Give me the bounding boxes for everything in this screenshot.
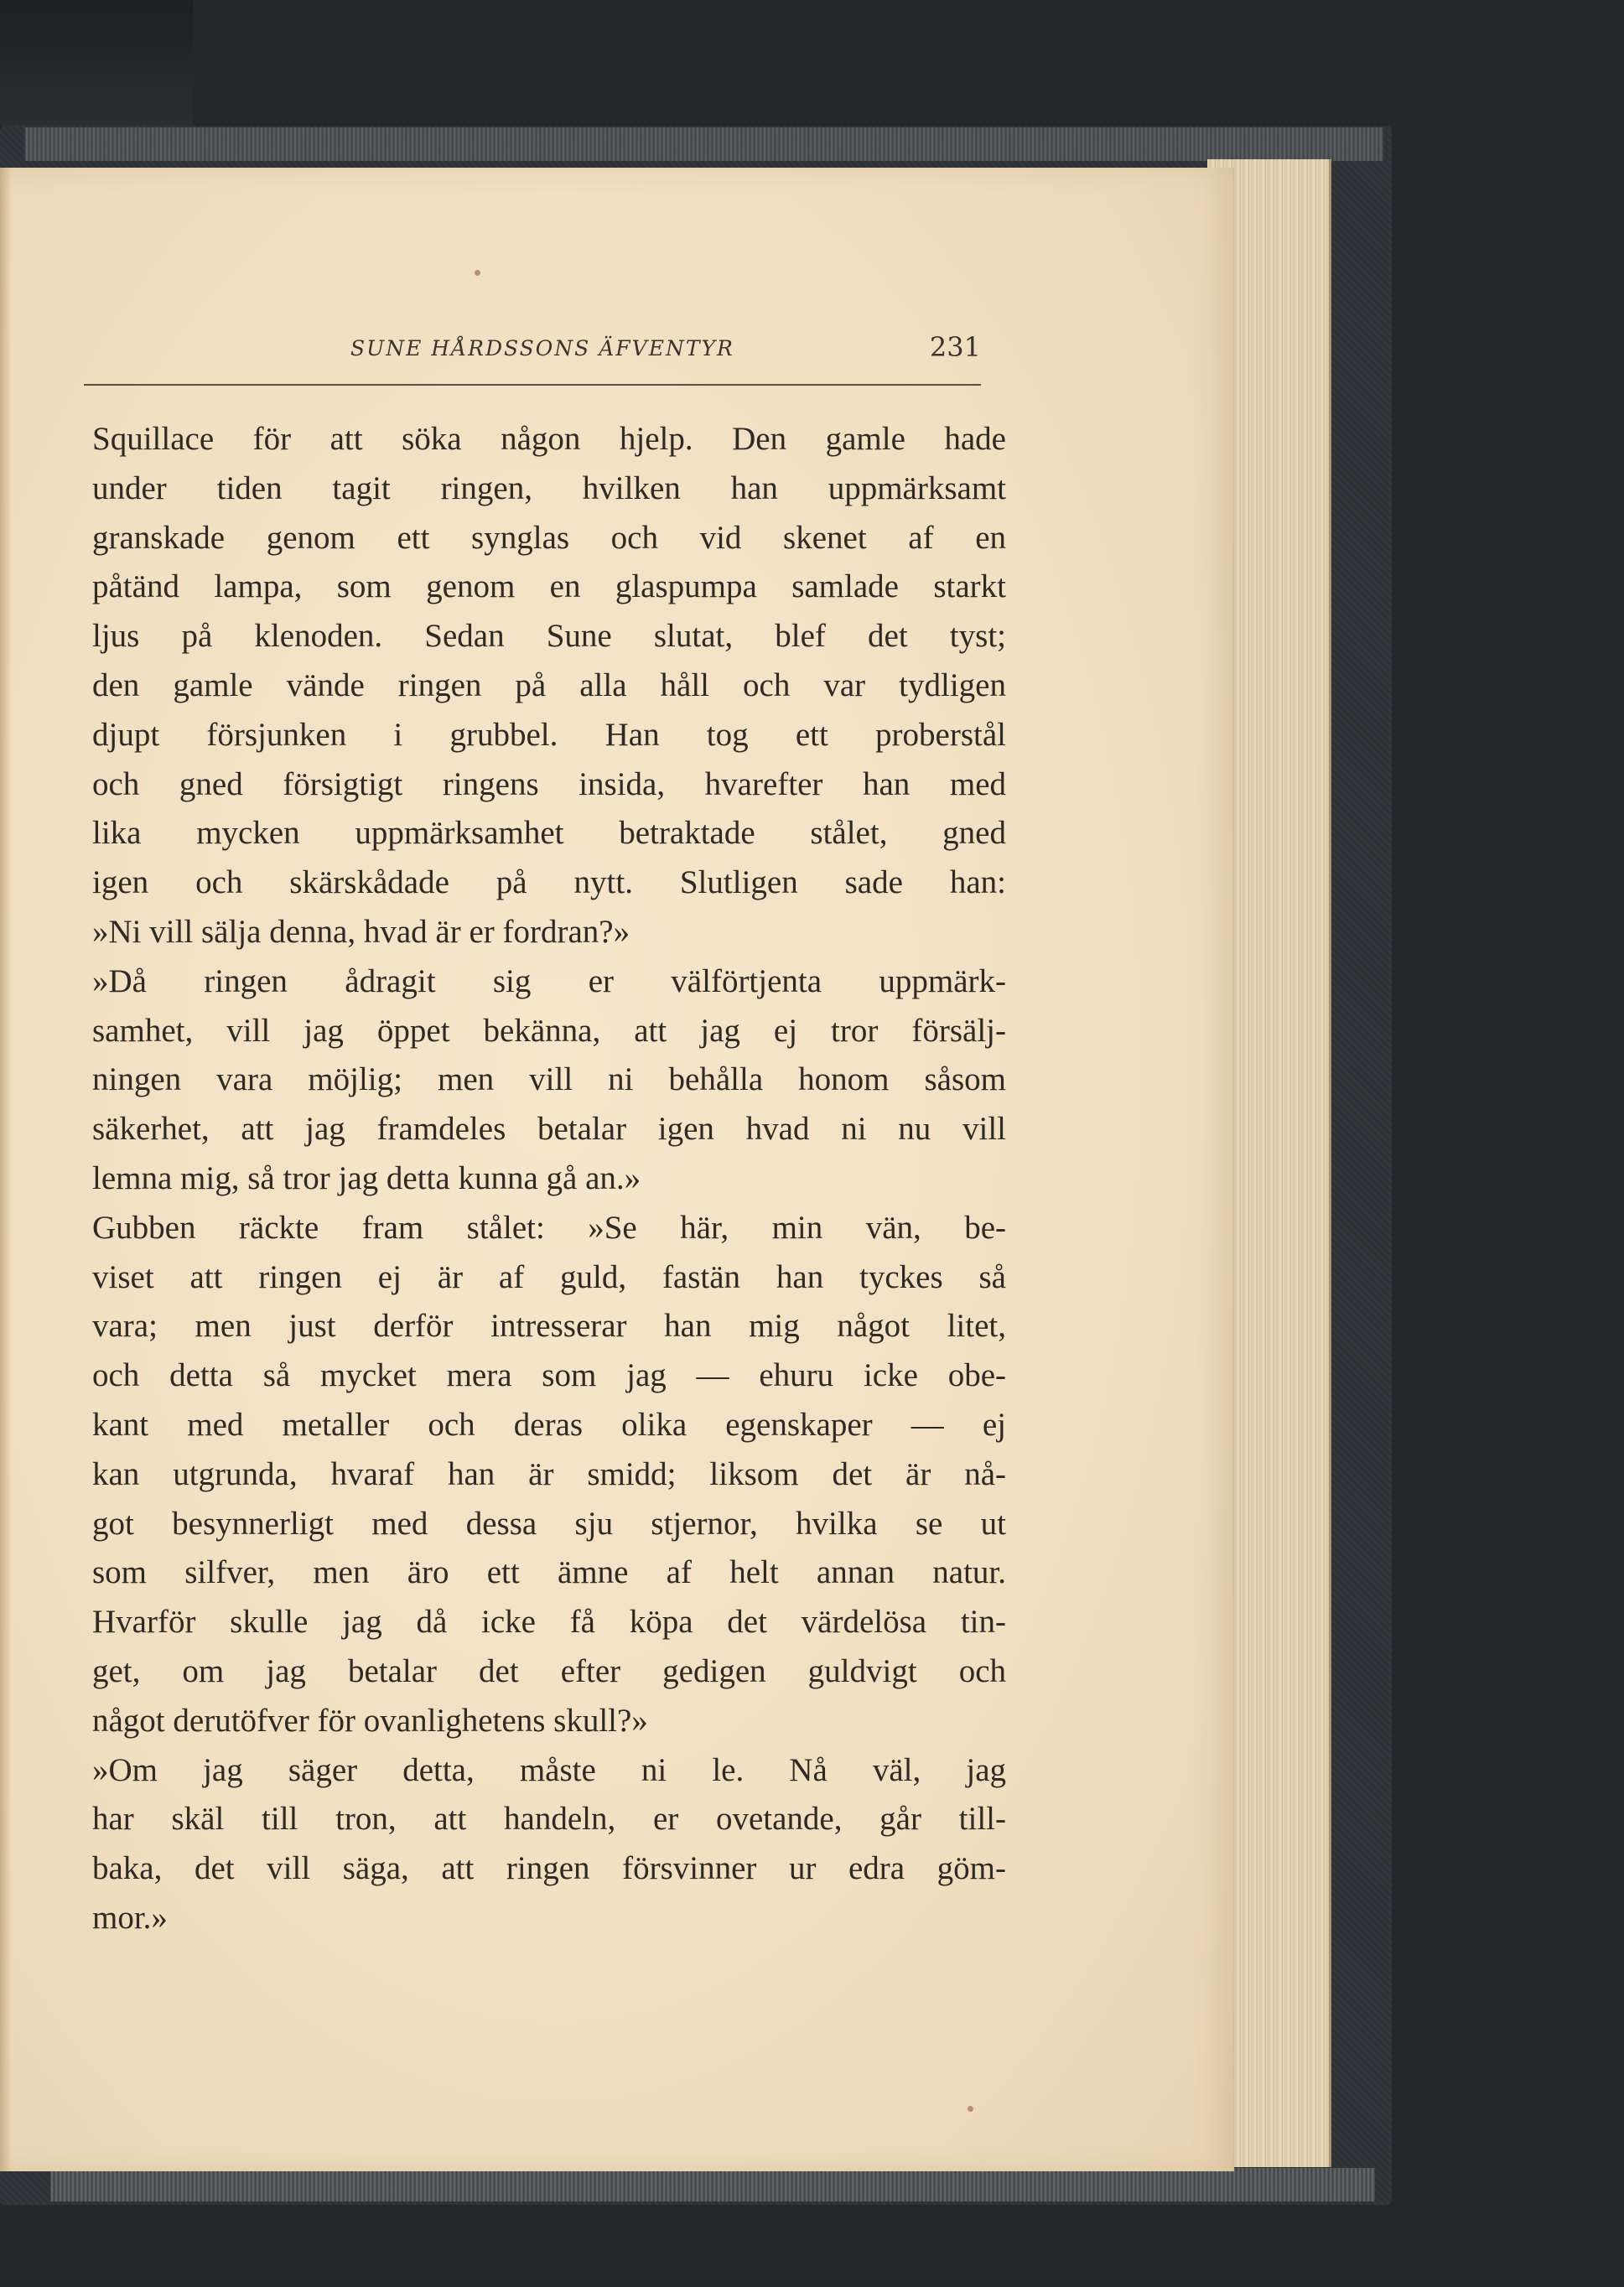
text-line: baka, det vill säga, att ringen försvinner ur edra göm- — [92, 1850, 1006, 1887]
paper-speck — [475, 270, 480, 276]
text-line: lika mycken uppmärksamhet betraktade stålet, gned — [92, 815, 1006, 852]
running-title: SUNE HÅRDSSONS ÄFVENTYR — [350, 336, 734, 360]
header-rule — [84, 384, 981, 386]
text-line: något derutöfver för ovanlighetens skull?» — [92, 1702, 648, 1739]
paper-speck — [968, 2106, 973, 2112]
text-line: igen och skärskådade på nytt. Slutligen sade han: — [92, 864, 1006, 901]
text-line: under tiden tagit ringen, hvilken han uppmärksamt — [92, 469, 1006, 506]
text-line: got besynnerligt med dessa sju stjernor, hvilka se ut — [92, 1505, 1006, 1542]
text-line: samhet, vill jag öppet bekänna, att jag ej tror försälj- — [92, 1012, 1006, 1049]
cover-edge-bottom — [50, 2168, 1375, 2201]
text-line: »Ni vill sälja denna, hvad är er fordran?» — [92, 913, 630, 950]
background-shadow — [0, 0, 193, 126]
text-line: kan utgrunda, hvaraf han är smidd; liksom det är nå- — [92, 1455, 1006, 1492]
text-line: och detta så mycket mera som jag — ehuru icke obe- — [92, 1357, 1006, 1394]
text-line: den gamle vände ringen på alla håll och var tydligen — [92, 666, 1006, 703]
text-line: vara; men just derför intresserar han mig något litet, — [92, 1308, 1006, 1345]
page-number: 231 — [929, 331, 981, 363]
text-line: viset att ringen ej är af guld, fastän han tyckes så — [92, 1258, 1006, 1295]
text-line: kant med metaller och deras olika egenskaper — ej — [92, 1406, 1006, 1443]
text-line: påtänd lampa, som genom en glaspumpa samlade starkt — [92, 568, 1006, 605]
text-line: Squillace för att söka någon hjelp. Den gamle hade — [92, 421, 1006, 457]
text-line: säkerhet, att jag framdeles betalar igen hvad ni nu vill — [92, 1111, 1006, 1148]
text-line: djupt försjunken i grubbel. Han tog ett proberstål — [92, 716, 1006, 753]
text-line: granskade genom ett synglas och vid skenet af en — [92, 519, 1006, 556]
text-line: lemna mig, så tror jag detta kunna gå an.» — [92, 1159, 641, 1196]
text-line: »Då ringen ådragit sig er välförtjenta uppmärk- — [92, 962, 1006, 999]
page-gutter-shadow — [0, 168, 12, 2171]
text-line: Hvarför skulle jag då icke få köpa det värdelösa tin- — [92, 1604, 1006, 1641]
text-line: Gubben räckte fram stålet: »Se här, min vän, be- — [92, 1209, 1006, 1246]
text-line: och gned försigtigt ringens insida, hvarefter han med — [92, 765, 1006, 802]
cover-edge-top — [25, 127, 1383, 161]
text-line: get, om jag betalar det efter gedigen guldvigt och — [92, 1652, 1006, 1689]
body-text — [92, 415, 1006, 1943]
text-line: som silfver, men äro ett ämne af helt annan natur. — [92, 1554, 1006, 1591]
text-line: ningen vara möjlig; men vill ni behålla honom såsom — [92, 1061, 1006, 1098]
page-header — [84, 331, 981, 381]
text-line: »Om jag säger detta, måste ni le. Nå väl, jag — [92, 1751, 1006, 1788]
text-line: har skäl till tron, att handeln, er ovetande, går till- — [92, 1801, 1006, 1838]
text-line: ljus på klenoden. Sedan Sune slutat, blef det tyst; — [92, 618, 1006, 655]
text-line: mor.» — [92, 1899, 168, 1936]
